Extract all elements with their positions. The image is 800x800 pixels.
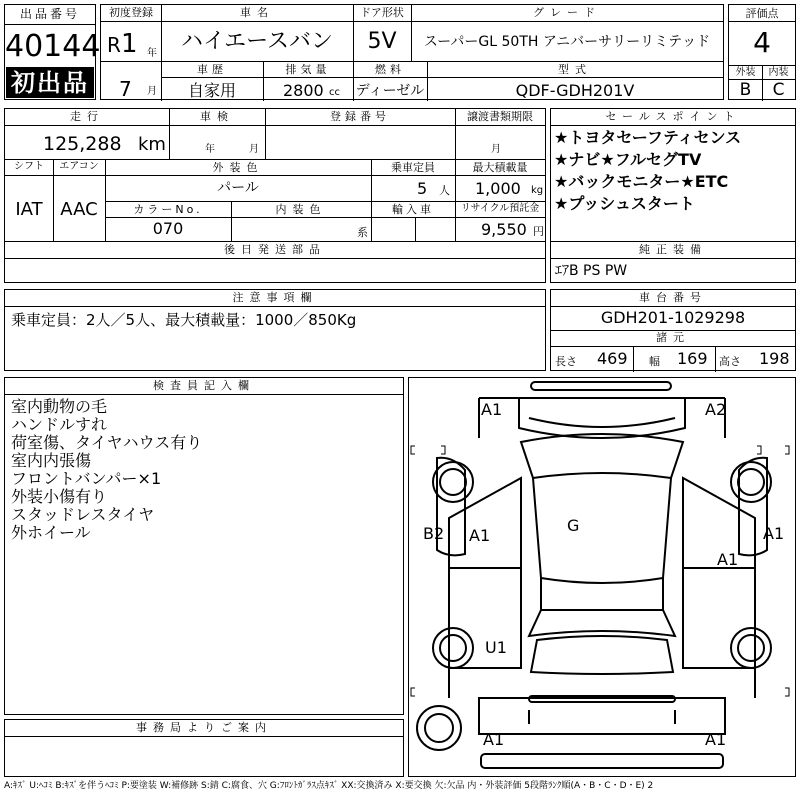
length-label: 長さ <box>555 355 577 368</box>
front-bumper-shape <box>531 382 671 390</box>
car-diagram <box>409 378 795 776</box>
inspection-label: 車検 <box>200 110 234 123</box>
mark-front-left: A1 <box>481 400 503 419</box>
ac-label: エアコン <box>59 161 99 172</box>
roof-front <box>533 478 671 583</box>
shift-value: IAT <box>15 199 43 220</box>
sales-point-1: ★トヨタセーフティセンス <box>554 128 742 147</box>
score-label: 評価点 <box>745 7 779 20</box>
history-label: 車歴 <box>197 63 227 76</box>
dims-title: 諸元 <box>656 331 690 344</box>
era-letter: R <box>107 33 121 57</box>
capacity-label: 乗車定員 <box>391 161 435 174</box>
car-name-label: 車名 <box>240 6 274 19</box>
int-color-label: 内装色 <box>275 203 327 216</box>
max-load-unit: kg <box>531 185 544 196</box>
mark-roof: G <box>567 516 580 535</box>
office-title: 事務局よりご案内 <box>136 721 272 734</box>
mark-rear-left: A1 <box>483 730 505 749</box>
displacement-value: 2800 <box>283 81 324 100</box>
model-value: QDF-GDH201V <box>515 81 635 100</box>
mark-right-door: A1 <box>717 550 739 569</box>
right-rear-door <box>683 568 755 668</box>
recycle-value: 9,550 <box>481 220 527 239</box>
mark-rear-right: A1 <box>705 730 727 749</box>
month-unit: 月 <box>147 86 157 97</box>
mark-left-rear: U1 <box>485 638 507 657</box>
int-color-suffix: 系 <box>357 226 368 239</box>
displacement-unit: cc <box>329 87 340 98</box>
inspector-line-8: 外ホイール <box>11 523 91 542</box>
equipment-title: 純正装備 <box>639 243 707 256</box>
inspector-line-1: 室内動物の毛 <box>11 397 108 416</box>
mark-front-right: A2 <box>705 400 727 419</box>
capacity-unit: 人 <box>439 184 450 197</box>
damage-diagram-box <box>408 377 796 777</box>
history-value: 自家用 <box>187 81 236 100</box>
sales-point-3: ★バックモニター★ETC <box>554 172 729 191</box>
shift-label: シフト <box>14 161 44 172</box>
rear-step-shape <box>481 754 723 768</box>
width-value: 169 <box>677 349 708 368</box>
chassis-title: 車台番号 <box>639 291 707 304</box>
later-parts-box <box>4 241 546 283</box>
notes-box <box>4 289 546 371</box>
model-label: 型式 <box>558 63 592 76</box>
first-listing-text: 初出品 <box>11 69 89 97</box>
mark-right-side: A1 <box>763 524 785 543</box>
max-load-value: 1,000 <box>475 179 521 198</box>
rear-window <box>531 636 673 674</box>
inspection-year-unit: 年 <box>205 144 215 155</box>
grade-label: グレード <box>533 6 601 19</box>
damage-legend: A:ｷｽﾞ U:ﾍｺﾐ B:ｷｽﾞを伴うﾍｺﾐ P:要塗装 W:補修跡 S:錆 C:腐食、穴 G:ﾌﾛﾝﾄｶﾞﾗｽ点ｷｽﾞ XX:交換済み X:要交換 欠:欠品 内・外装評価 5段階ﾗﾝｸ順(A・B・C・D・E) 2 <box>4 781 654 791</box>
chassis-box <box>550 289 796 371</box>
front-outline <box>479 398 725 438</box>
inspection-month-unit: 月 <box>249 144 259 155</box>
header-main <box>100 4 724 100</box>
side-outline <box>449 518 755 698</box>
inspector-line-3: 荷室傷、タイヤハウス有り <box>11 433 203 452</box>
ext-color-value: パール <box>217 180 259 196</box>
grille-line <box>529 418 675 427</box>
notes-title: 注意事項欄 <box>232 291 318 304</box>
height-label: 高さ <box>719 355 741 368</box>
year-unit: 年 <box>147 48 157 59</box>
spare-tire <box>417 706 461 750</box>
ac-value: AAC <box>60 199 98 220</box>
sales-points-title: セールスポイント <box>605 110 741 123</box>
inspector-line-4: 室内内張傷 <box>11 451 92 470</box>
car-name: ハイエースバン <box>180 29 334 54</box>
color-no-value: 070 <box>152 219 184 238</box>
windshield-shape <box>521 434 683 478</box>
equipment-value: ｴｱB PS PW <box>555 263 628 279</box>
door-type: 5V <box>367 29 397 54</box>
exterior-grade: B <box>739 80 752 100</box>
office-box <box>4 719 404 777</box>
rear-window-top <box>529 610 675 636</box>
door-label: ドア形状 <box>360 6 404 19</box>
equipment-box <box>550 241 796 283</box>
grade-value: スーパーGL 50TH アニバーサリーリミテッド <box>423 34 711 50</box>
width-label: 幅 <box>649 355 660 368</box>
lot-box <box>4 4 101 100</box>
score-box <box>728 4 796 100</box>
rear-panel <box>479 698 725 734</box>
inspector-line-2: ハンドルすれ <box>11 415 108 434</box>
inspector-line-6: 外装小傷有り <box>11 487 108 506</box>
inspector-line-7: スタッドレスタイヤ <box>11 505 155 524</box>
mark-left-door: A1 <box>469 526 491 545</box>
color-no-label: カラーNo. <box>133 203 203 216</box>
mileage-unit: km <box>138 134 166 155</box>
displacement-label: 排気量 <box>285 63 331 76</box>
capacity-value: 5 <box>417 179 428 198</box>
interior-label: 内装 <box>768 67 789 78</box>
notes-text: 乗車定員：2人／5人、最大積載量：1000／850Kg <box>11 311 357 329</box>
mileage-value: 125,288 <box>43 133 122 155</box>
transfer-label: 譲渡書類期限 <box>467 110 533 123</box>
max-load-label: 最大積載量 <box>472 161 528 174</box>
mark-left-side: B2 <box>423 524 445 543</box>
exterior-label: 外装 <box>735 67 756 78</box>
fuel-value: ディーゼル <box>355 83 425 99</box>
recycle-unit: 円 <box>533 225 544 238</box>
transfer-month-unit: 月 <box>491 144 501 155</box>
chassis-value: GDH201-1029298 <box>600 308 746 327</box>
import-label: 輸入車 <box>392 203 434 216</box>
lot-label: 出品番号 <box>19 7 80 21</box>
ext-color-label: 外装色 <box>212 161 264 174</box>
inspector-title: 検査員記入欄 <box>153 379 255 392</box>
specs-box <box>4 108 546 242</box>
length-value: 469 <box>597 349 628 368</box>
sales-points-box <box>550 108 796 242</box>
recycle-label: リサイクル預託金 <box>460 203 540 214</box>
reg-number-label: 登録番号 <box>330 110 390 123</box>
height-value: 198 <box>759 349 790 368</box>
rear-lamps <box>529 710 675 724</box>
inspector-box <box>4 377 404 715</box>
sales-point-2: ★ナビ★フルセグTV <box>554 150 702 169</box>
score-value: 4 <box>753 26 771 59</box>
inspector-line-5: フロントバンパー×1 <box>11 469 162 488</box>
era-year: 1 <box>121 29 138 59</box>
lot-number: 40144 <box>5 29 101 64</box>
mileage-label: 走行 <box>70 110 104 123</box>
sales-point-4: ★プッシュスタート <box>554 194 695 213</box>
later-parts-label: 後日発送部品 <box>224 243 326 256</box>
fuel-label: 燃料 <box>375 63 405 76</box>
first-reg-label: 初度登録 <box>109 6 153 19</box>
month-value: 7 <box>119 77 132 101</box>
interior-grade: C <box>772 80 785 100</box>
hood-outline <box>519 398 685 438</box>
